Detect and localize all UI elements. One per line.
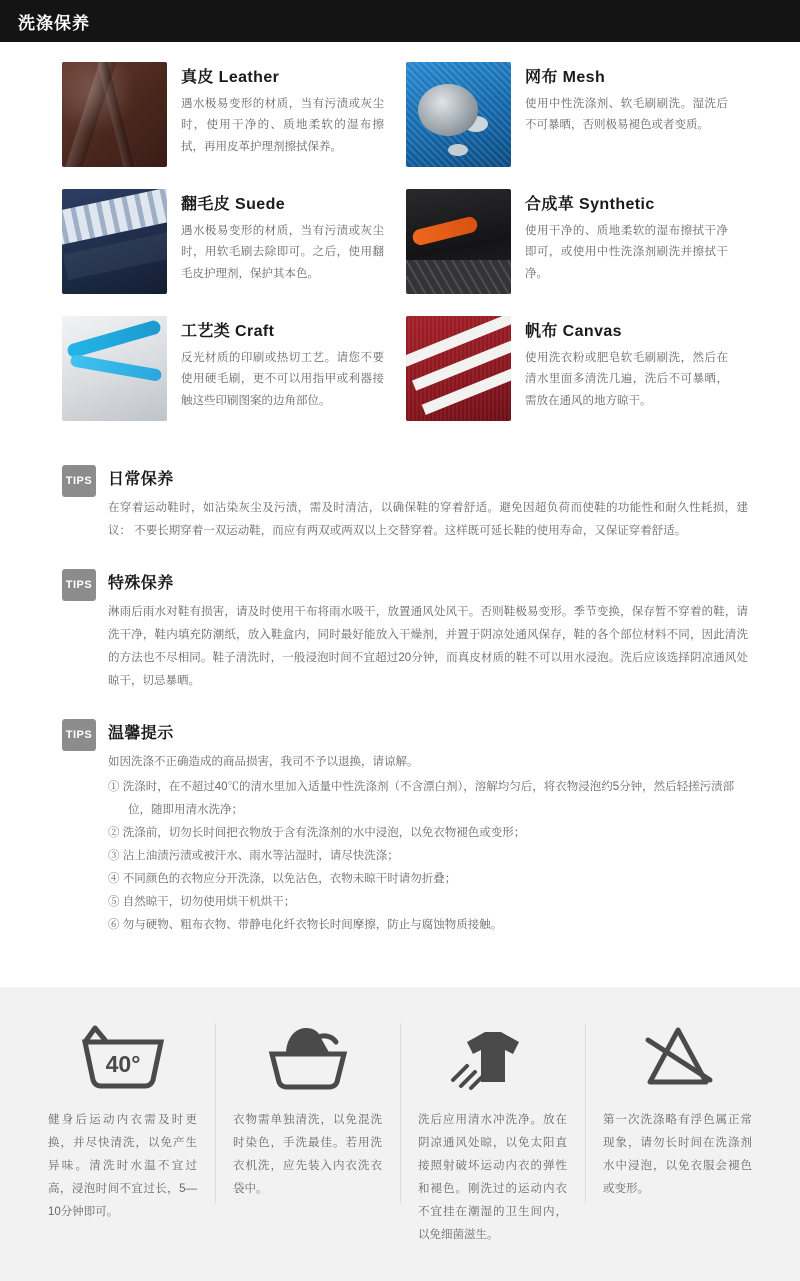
tip-text: 淋雨后雨水对鞋有损害，请及时使用干布将雨水吸干，放置通风处风干。否则鞋极易变形。季节变换，保存暂不穿着的鞋，请洗干净，鞋内填充防潮纸，放入鞋盒内，同时最好能放入干燥剂，并置于阴凉处通风保存，鞋的各个部位材料不同，因此清洗的方法也不尽相同。鞋子清洗时，一般浸泡时间不宜超过20分钟，而真皮材质的鞋不可以用水浸泡。洗后应该选择阴凉通风处晾干，切忌暴晒。 <box>108 606 748 687</box>
material-title: 翻毛皮 Suede <box>181 196 286 213</box>
material-text <box>181 316 384 421</box>
wash-tub-40-icon <box>48 1017 197 1095</box>
tip-title: 日常保养 <box>108 471 174 488</box>
materials-grid <box>0 42 800 453</box>
list-item: ① 洗涤时，在不超过40℃的清水里加入适量中性洗涤剂（不含漂白剂），溶解均匀后，将衣物浸泡约5分钟，然后轻搓污渍部位，随即用清水洗净； <box>108 781 735 816</box>
suede-photo <box>62 189 167 294</box>
material-text <box>181 189 384 294</box>
material-card-leather <box>62 62 406 167</box>
tips-section <box>0 453 800 967</box>
material-description: 反光材质的印刷或热切工艺。请您不要使用硬毛刷，更不可以用指甲或利器接触这些印刷图案的边角部位。 <box>181 352 384 407</box>
material-description: 遇水极易变形的材质，当有污渍或灰尘时，用软毛刷去除即可。之后，使用翻毛皮护理剂，保护其本色。 <box>181 225 384 280</box>
tip-body <box>108 569 748 693</box>
list-item: ④ 不同颜色的衣物应分开洗涤，以免沾色，衣物未晾干时请勿折叠； <box>108 873 457 885</box>
material-card-craft <box>62 316 406 421</box>
material-text <box>181 62 384 167</box>
material-description: 使用洗衣粉或肥皂软毛刷刷洗，然后在清水里面多清洗几遍，洗后不可暴晒，需放在通风的地方晾干。 <box>525 352 728 407</box>
svg-text:40°: 40° <box>105 1051 140 1077</box>
material-text <box>525 189 728 294</box>
material-text <box>525 62 728 167</box>
care-text: 健身后运动内衣需及时更换，并尽快清洗，以免产生异味。清洗时水温不宜过高，浸泡时间不宜过长，5—10分钟即可。 <box>48 1114 197 1218</box>
material-title: 合成革 Synthetic <box>525 196 655 213</box>
material-card-canvas <box>406 316 750 421</box>
tip-block-special-care <box>62 569 748 693</box>
material-title: 网布 Mesh <box>525 69 606 86</box>
synthetic-photo <box>406 189 511 294</box>
material-description: 使用干净的、质地柔软的湿布擦拭干净即可，或使用中性洗涤剂刷洗并擦拭干净。 <box>525 225 728 280</box>
material-card-suede <box>62 189 406 294</box>
page-header <box>0 0 800 42</box>
list-item: ⑥ 勿与硬物、粗布衣物、带静电化纤衣物长时间摩擦，防止与腐蚀物质接触。 <box>108 919 503 931</box>
tip-block-warm-reminder <box>62 719 748 937</box>
care-symbol-wash-temperature <box>30 1017 215 1247</box>
care-text: 第一次洗涤略有浮色属正常现象，请勿长时间在洗涤剂水中浸泡，以免衣服会褪色或变形。 <box>603 1114 752 1195</box>
material-title: 工艺类 Craft <box>181 323 275 340</box>
care-symbols-panel <box>0 987 800 1281</box>
material-title: 帆布 Canvas <box>525 323 622 340</box>
tip-text: 在穿着运动鞋时，如沾染灰尘及污渍，需及时清洁，以确保鞋的穿着舒适。避免因超负荷而使鞋的功能性和耐久性耗损，建议： 不要长期穿着一双运动鞋，而应有两双或两双以上交替穿着。这样既可延长鞋的使用寿命，又保证穿着舒适。 <box>108 502 748 537</box>
material-card-synthetic <box>406 189 750 294</box>
material-description: 使用中性洗涤剂、软毛刷刷洗。湿洗后不可暴晒，否则极易褪色或者变质。 <box>525 98 728 132</box>
material-title: 真皮 Leather <box>181 69 280 86</box>
list-item: ③ 沾上油渍污渍或被汗水、雨水等沾湿时，请尽快洗涤； <box>108 850 399 862</box>
page-title: 洗涤保养 <box>18 13 90 33</box>
no-sun-dry-icon <box>418 1017 567 1095</box>
care-text: 洗后应用清水冲洗净。放在阴凉通风处晾，以免太阳直接照射破坏运动内衣的弹性和褪色。刚洗过的运动内衣不宜挂在潮湿的卫生间内，以免细菌滋生。 <box>418 1114 567 1241</box>
tips-badge: TIPS <box>62 569 96 601</box>
material-description: 遇水极易变形的材质，当有污渍或灰尘时，使用干净的、质地柔软的湿布擦拭，再用皮革护理剂擦拭保养。 <box>181 98 384 153</box>
care-symbol-no-sun-dry <box>400 1017 585 1247</box>
reminder-list <box>108 776 748 937</box>
tip-text: 如因洗涤不正确造成的商品损害，我司不予以退换，请谅解。 <box>108 756 419 768</box>
hand-wash-icon <box>233 1017 382 1095</box>
tip-block-daily-care <box>62 465 748 543</box>
canvas-photo <box>406 316 511 421</box>
material-text <box>525 316 728 421</box>
list-item: ② 洗涤前，切勿长时间把衣物放于含有洗涤剂的水中浸泡，以免衣物褪色或变形； <box>108 827 526 839</box>
care-text: 衣物需单独清洗，以免混洗时染色，手洗最佳。若用洗衣机洗，应先装入内衣洗衣袋中。 <box>233 1114 382 1195</box>
tip-title: 特殊保养 <box>108 575 174 592</box>
material-card-mesh <box>406 62 750 167</box>
craft-photo <box>62 316 167 421</box>
list-item: ⑤ 自然晾干，切勿使用烘干机烘干； <box>108 896 296 908</box>
care-symbol-no-bleach <box>585 1017 770 1247</box>
no-bleach-icon <box>603 1017 752 1095</box>
mesh-photo <box>406 62 511 167</box>
care-symbol-hand-wash <box>215 1017 400 1247</box>
tips-badge: TIPS <box>62 465 96 497</box>
tips-badge: TIPS <box>62 719 96 751</box>
tip-title: 温馨提示 <box>108 725 174 742</box>
leather-photo <box>62 62 167 167</box>
tip-body <box>108 719 748 937</box>
tip-body <box>108 465 748 543</box>
